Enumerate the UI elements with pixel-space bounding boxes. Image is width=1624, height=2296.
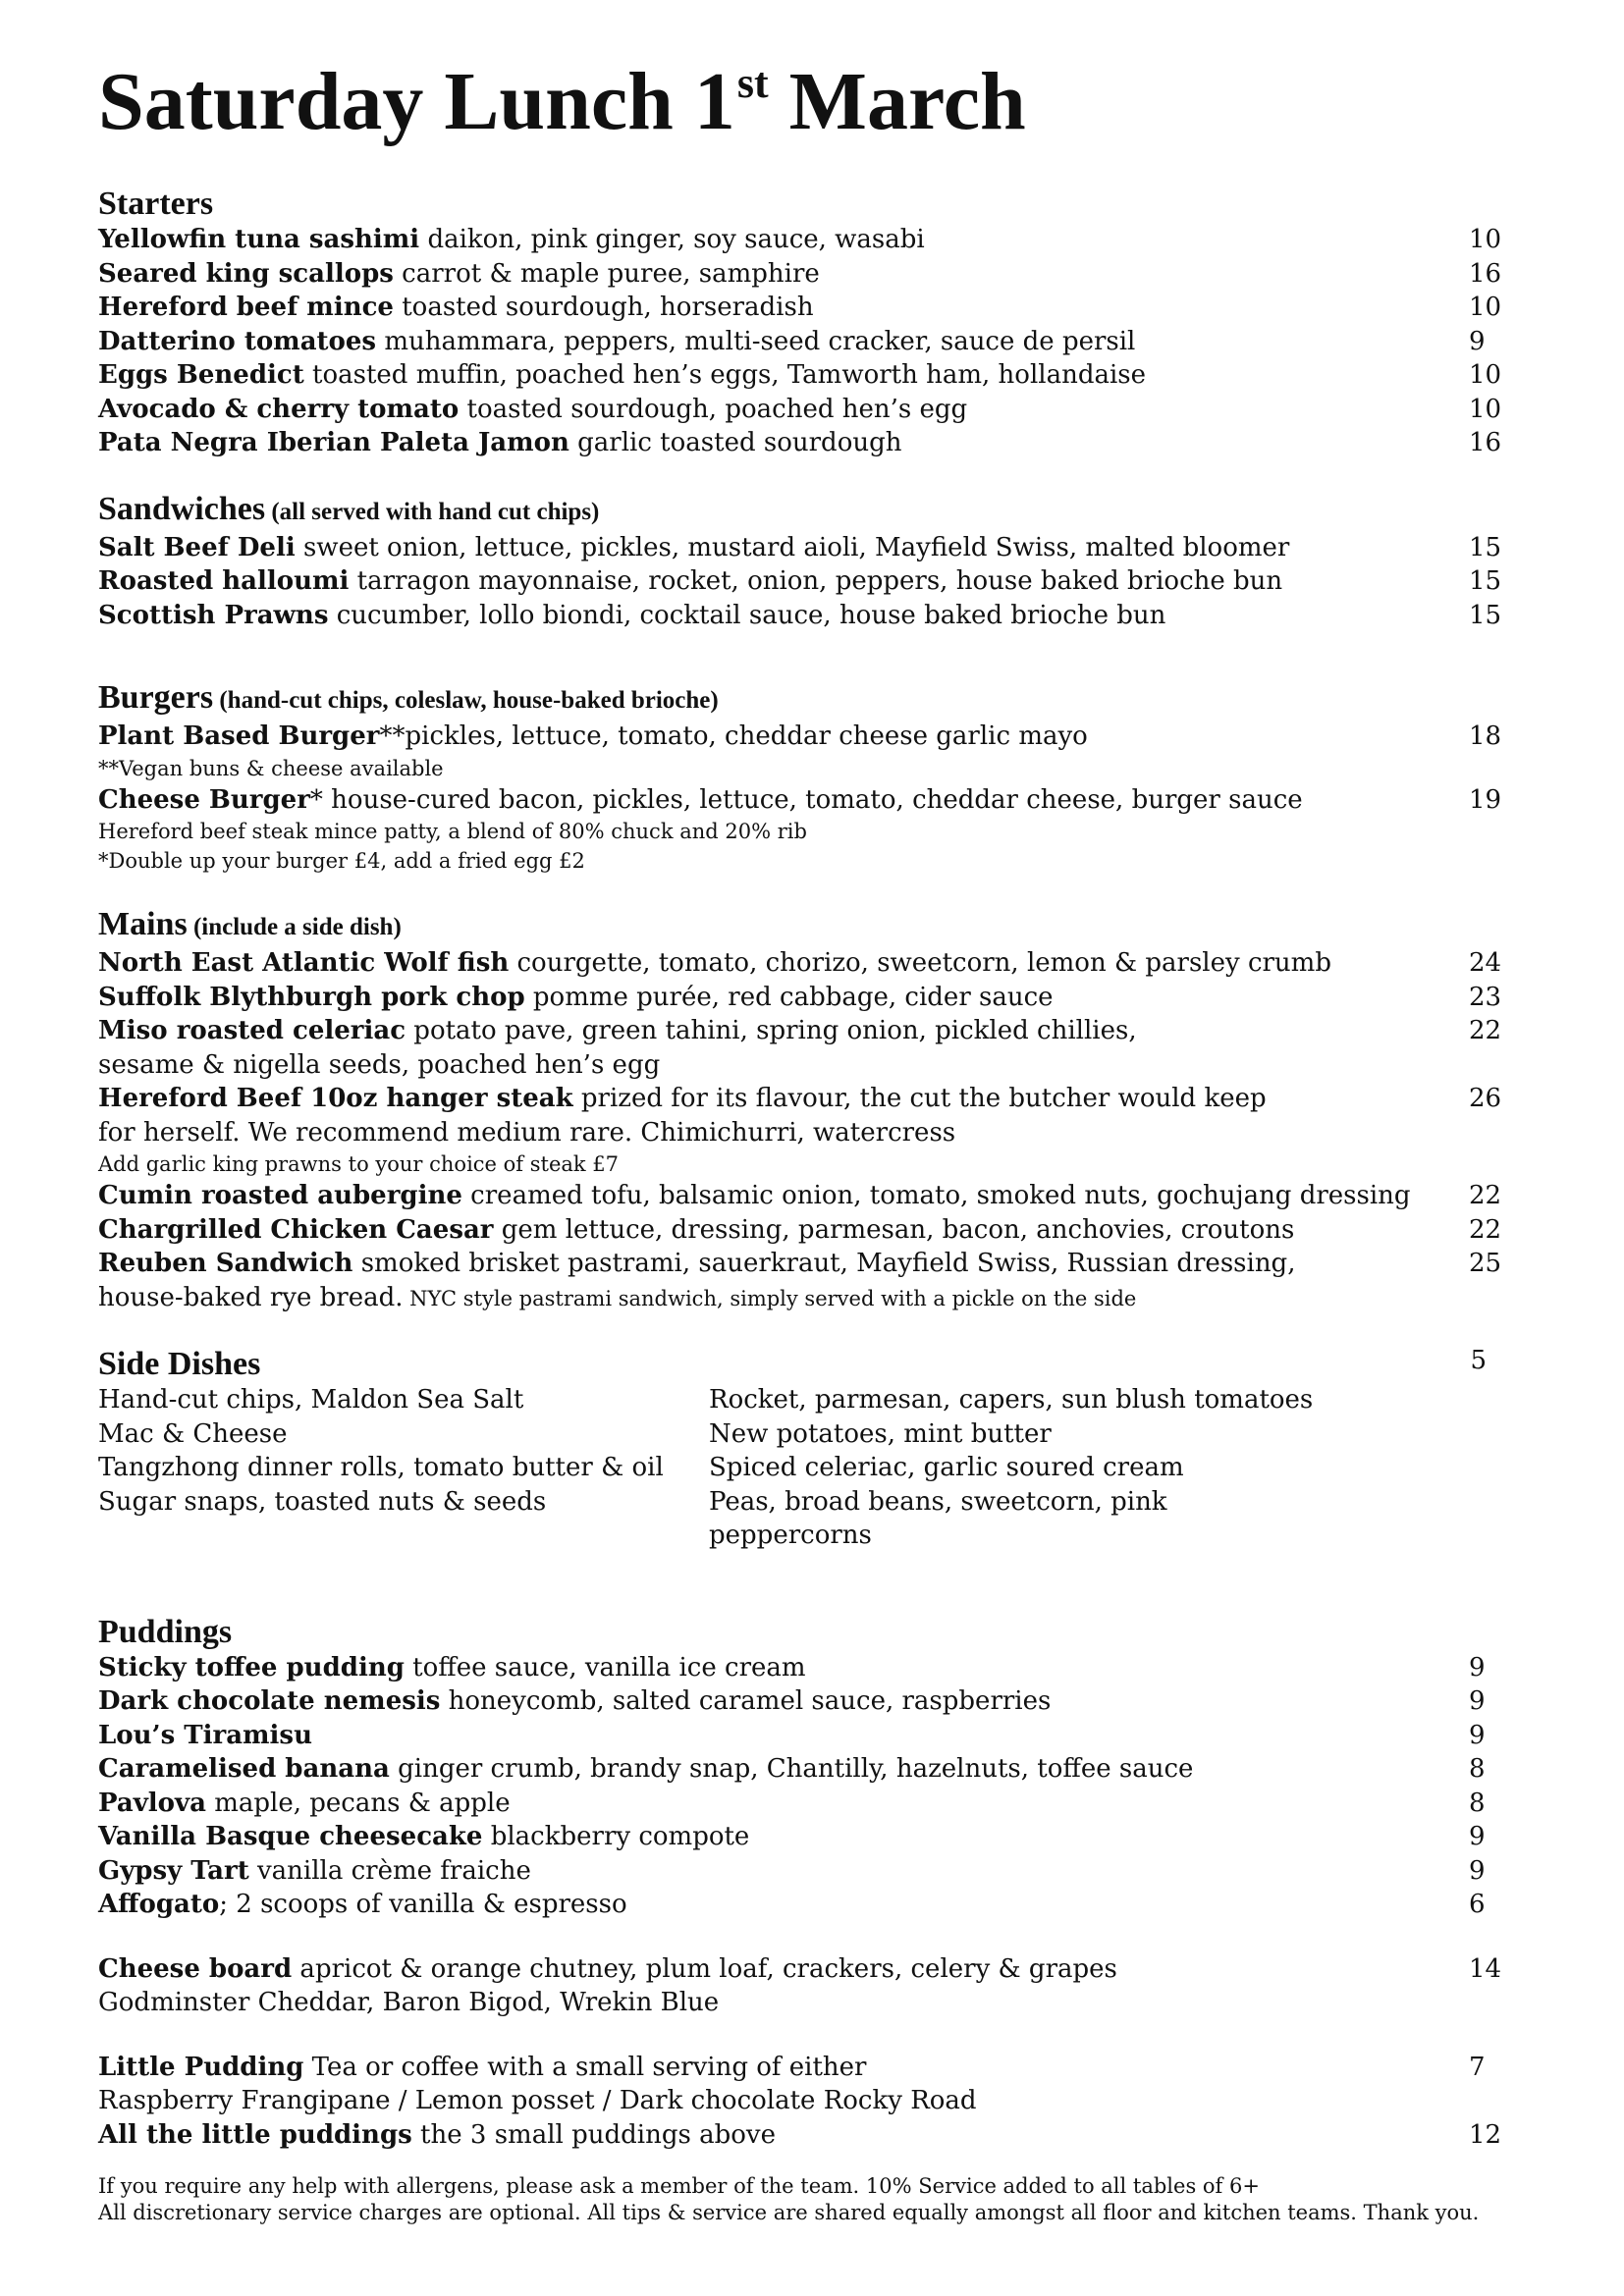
item-name: Pata Negra Iberian Paleta Jamon [98, 428, 569, 457]
item-price: 25 [1469, 1249, 1502, 1278]
item-name: Affogato [98, 1890, 220, 1919]
menu-item [98, 1213, 1512, 1248]
item-name: Seared king scallops [98, 258, 394, 289]
item-desc-continued [98, 1281, 1512, 1316]
sides-left-column [98, 1383, 709, 1553]
side-item: Mac & Cheese [98, 1418, 288, 1449]
item-desc: toasted muffin, poached hen’s eggs, Tamworth ham, hollandaise [303, 360, 1147, 390]
item-name: Roasted halloumi [98, 566, 350, 596]
item-desc: courgette, tomato, chorizo, sweetcorn, lemon & parsley crumb [509, 948, 1331, 978]
item-desc-continued-text: house-baked rye bread. [98, 1282, 404, 1312]
side-item: Spiced celeriac, garlic soured cream [709, 1453, 1184, 1482]
item-desc: carrot & maple puree, samphire [393, 258, 820, 289]
section-mains [98, 906, 1512, 1315]
item-price: 16 [1469, 428, 1502, 457]
menu-sheet [98, 39, 1512, 2226]
section-heading [98, 906, 1512, 946]
item-note: Hereford beef steak mince patty, a blend of 80% chuck and 20% rib [98, 820, 807, 843]
section-heading: Puddings [98, 1613, 233, 1650]
side-item: New potatoes, mint butter [709, 1418, 1052, 1449]
menu-item [98, 1787, 1512, 1821]
footer-line: If you require any help with allergens, please ask a member of the team. 10% Service added to all tables of 6+ [98, 2174, 1260, 2198]
item-price: 22 [1469, 1214, 1502, 1245]
item-name: Chargrilled Chicken Caesar [98, 1214, 494, 1245]
item-desc: the 3 small puddings above [411, 2119, 776, 2150]
item-price: 26 [1469, 1084, 1502, 1113]
item-name: Plant Based Burger [98, 721, 380, 751]
item-desc: garlic toasted sourdough [568, 428, 902, 457]
item-name: Hereford beef mince [98, 293, 394, 322]
menu-item [98, 1719, 1512, 1753]
section-heading [98, 491, 1512, 531]
item-name: Pavlova [98, 1788, 206, 1818]
item-price: 10 [1469, 293, 1502, 322]
menu-item [98, 599, 1512, 633]
item-price: 14 [1469, 1953, 1502, 1984]
item-note: Add garlic king prawns to your choice of steak £7 [98, 1152, 620, 1176]
item-price: 23 [1469, 982, 1502, 1012]
sides-right-column [709, 1383, 1320, 1553]
item-price: 22 [1469, 1181, 1502, 1210]
item-desc: cucumber, lollo biondi, cocktail sauce, house baked brioche bun [328, 600, 1166, 630]
item-price: 16 [1469, 258, 1502, 289]
item-desc: toasted sourdough, poached hen’s egg [459, 394, 968, 424]
item-price: 7 [1469, 2052, 1486, 2082]
menu-item [98, 325, 1512, 359]
item-name: Cheese board [98, 1953, 293, 1984]
item-desc: toffee sauce, vanilla ice cream [404, 1652, 806, 1682]
item-name: Little Pudding [98, 2052, 304, 2082]
menu-item [98, 1179, 1512, 1213]
section-heading: Side Dishes [98, 1346, 261, 1382]
item-desc: * house-cured bacon, pickles, lettuce, tomato, cheddar cheese, burger sauce [309, 784, 1303, 815]
menu-item [98, 1952, 1512, 1987]
item-name: Salt Beef Deli [98, 532, 296, 562]
title-main: Saturday Lunch 1 [98, 56, 735, 147]
item-price: 9 [1469, 1822, 1486, 1851]
item-price: 9 [1469, 326, 1486, 356]
menu-item [98, 223, 1512, 257]
menu-item [98, 981, 1512, 1015]
menu-item [98, 1651, 1512, 1685]
item-name: Cheese Burger [98, 784, 310, 815]
menu-item [98, 1014, 1512, 1048]
menu-item [98, 1854, 1512, 1889]
item-price: 10 [1469, 360, 1502, 390]
item-name: Sticky toffee pudding [98, 1652, 405, 1682]
item-note: NYC style pastrami sandwich, simply served with a pickle on the side [403, 1286, 1137, 1310]
menu-item [98, 393, 1512, 427]
side-item: Hand-cut chips, Maldon Sea Salt [98, 1385, 524, 1415]
menu-item [98, 291, 1512, 325]
section-burgers [98, 679, 1512, 876]
menu-item [98, 1684, 1512, 1719]
section-heading-text: Sandwiches [98, 490, 266, 527]
item-price: 8 [1469, 1788, 1486, 1818]
menu-item [98, 1888, 1512, 1922]
menu-item [98, 1247, 1512, 1281]
item-name: Suffolk Blythburgh pork chop [98, 982, 525, 1012]
item-desc: smoked brisket pastrami, sauerkraut, Mayfield Swiss, Russian dressing, [352, 1249, 1296, 1278]
section-note: (hand-cut chips, coleslaw, house-baked brioche) [213, 687, 719, 714]
side-item: Sugar snaps, toasted nuts & seeds [98, 1486, 547, 1517]
menu-item [98, 1082, 1512, 1116]
item-desc: ginger crumb, brandy snap, Chantilly, hazelnuts, toffee sauce [389, 1754, 1194, 1784]
item-desc: toasted sourdough, horseradish [393, 293, 814, 322]
item-price: 15 [1469, 532, 1502, 562]
item-price: 24 [1469, 948, 1502, 978]
item-desc: sweet onion, lettuce, pickles, mustard aioli, Mayfield Swiss, malted bloomer [295, 532, 1290, 562]
page-title [98, 39, 1512, 146]
item-price: 8 [1469, 1754, 1486, 1784]
item-desc: Tea or coffee with a small serving of either [303, 2052, 867, 2082]
item-price: 19 [1469, 784, 1502, 815]
item-desc-continued: sesame & nigella seeds, poached hen’s egg [98, 1049, 661, 1080]
item-price: 10 [1469, 225, 1502, 254]
item-desc-continued: Raspberry Frangipane / Lemon posset / Dark chocolate Rocky Road [98, 2086, 977, 2115]
item-name: Gypsy Tart [98, 1855, 249, 1886]
menu-item [98, 426, 1512, 460]
item-desc: vanilla crème fraiche [248, 1855, 531, 1886]
section-sandwiches [98, 491, 1512, 633]
section-heading-text: Mains [98, 906, 188, 942]
section-heading: Starters [98, 186, 214, 222]
item-price: 9 [1469, 1652, 1486, 1682]
item-name: All the little puddings [98, 2119, 412, 2150]
menu-item [98, 257, 1512, 292]
item-name: Yellowfin tuna sashimi [98, 225, 420, 254]
title-rest: March [768, 56, 1026, 147]
item-price: 22 [1469, 1016, 1502, 1045]
side-item: Rocket, parmesan, capers, sun blush tomatoes [709, 1385, 1314, 1415]
item-desc: potato pave, green tahini, spring onion, pickled chillies, [406, 1016, 1137, 1045]
section-starters [98, 186, 1512, 460]
item-price: 15 [1469, 566, 1502, 596]
footer-notes [98, 2173, 1512, 2226]
item-desc: apricot & orange chutney, plum loaf, crackers, celery & grapes [292, 1953, 1117, 1984]
item-desc: tarragon mayonnaise, rocket, onion, peppers, house baked brioche bun [349, 566, 1283, 596]
item-desc: pomme purée, red cabbage, cider sauce [524, 982, 1054, 1012]
item-name: Hereford Beef 10oz hanger steak [98, 1084, 573, 1113]
menu-item [98, 564, 1512, 599]
item-name: Cumin roasted aubergine [98, 1181, 462, 1210]
item-desc: blackberry compote [482, 1822, 750, 1851]
item-price: 9 [1469, 1720, 1486, 1750]
item-note: *Double up your burger £4, add a fried egg £2 [98, 849, 585, 873]
item-desc: maple, pecans & apple [205, 1788, 511, 1818]
item-price: 10 [1469, 394, 1502, 424]
menu-item [98, 358, 1512, 393]
section-puddings [98, 1614, 1512, 2153]
item-name: Datterino tomatoes [98, 326, 377, 356]
item-name: Caramelised banana [98, 1754, 390, 1784]
menu-item [98, 531, 1512, 565]
item-desc: honeycomb, salted caramel sauce, raspberries [440, 1686, 1052, 1716]
section-sides [98, 1346, 1512, 1553]
side-item: Tangzhong dinner rolls, tomato butter & oil [98, 1453, 664, 1482]
item-desc: muhammara, peppers, multi-seed cracker, sauce de persil [376, 326, 1136, 356]
menu-item [98, 1752, 1512, 1787]
menu-item [98, 783, 1512, 818]
menu-item [98, 1820, 1512, 1854]
item-name: Eggs Benedict [98, 360, 304, 390]
item-price: 6 [1469, 1890, 1486, 1919]
item-price: 15 [1469, 600, 1502, 630]
item-price: 9 [1469, 1686, 1486, 1716]
item-price: 18 [1469, 721, 1502, 751]
menu-item [98, 720, 1512, 754]
menu-item [98, 946, 1512, 981]
item-desc: **pickles, lettuce, tomato, cheddar cheese garlic mayo [379, 721, 1088, 751]
menu-item [98, 2051, 1512, 2085]
item-name: Vanilla Basque cheesecake [98, 1822, 483, 1851]
item-name: Dark chocolate nemesis [98, 1686, 441, 1716]
menu-item [98, 2118, 1512, 2153]
section-heading [98, 679, 1512, 720]
item-desc-continued: for herself. We recommend medium rare. Chimichurri, watercress [98, 1117, 956, 1148]
item-name: North East Atlantic Wolf fish [98, 948, 510, 978]
item-desc: gem lettuce, dressing, parmesan, bacon, anchovies, croutons [493, 1214, 1295, 1245]
item-desc: prized for its flavour, the cut the butcher would keep [572, 1084, 1267, 1113]
title-superscript: st [736, 59, 769, 107]
section-note: (all served with hand cut chips) [265, 498, 600, 525]
item-name: Avocado & cherry tomato [98, 394, 460, 424]
item-name: Scottish Prawns [98, 600, 329, 630]
item-price: 9 [1469, 1855, 1486, 1886]
item-desc: ; 2 scoops of vanilla & espresso [219, 1890, 627, 1919]
section-note: (include a side dish) [187, 914, 402, 940]
item-desc-continued: Godminster Cheddar, Baron Bigod, Wrekin Blue [98, 1988, 720, 2017]
section-heading-text: Burgers [98, 679, 214, 716]
item-price: 5 [1470, 1346, 1487, 1375]
item-price: 12 [1469, 2119, 1502, 2150]
item-desc: daikon, pink ginger, soy sauce, wasabi [419, 225, 925, 254]
item-name: Reuben Sandwich [98, 1249, 353, 1278]
item-note: **Vegan buns & cheese available [98, 756, 444, 780]
item-name: Miso roasted celeriac [98, 1016, 406, 1045]
footer-line: All discretionary service charges are optional. All tips & service are shared equally amongst all floor and kitchen teams. Thank you. [98, 2201, 1480, 2224]
item-desc: creamed tofu, balsamic onion, tomato, smoked nuts, gochujang dressing [461, 1181, 1411, 1210]
side-item: Peas, broad beans, sweetcorn, pink peppercorns [709, 1486, 1167, 1550]
item-name: Lou’s Tiramisu [98, 1720, 312, 1750]
